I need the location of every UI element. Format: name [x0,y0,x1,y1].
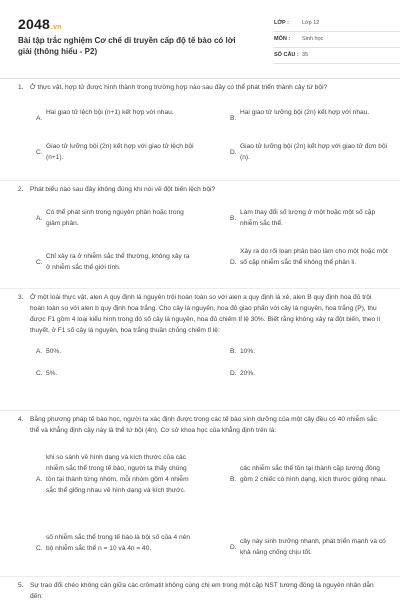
option-text: 10%. [240,348,256,355]
option-label: D. [230,259,237,266]
site-logo[interactable] [18,16,62,32]
option-label: C. [36,149,43,156]
meta-key: LỚP : [274,20,289,26]
option-label: A. [36,476,43,483]
option-text: Giao tử lưỡng bội (2n) kết hợp với giao tử đơn bội (n). [240,143,388,161]
meta-row-class [274,16,400,32]
page-title: Bài tập trắc nghiệm Cơ chế di truyền cấp độ tế bào có lời giải (thông hiểu - P2) [18,36,236,56]
question-number: 5. [18,582,24,589]
option-text: Làm thay đổi số lượng ở một hoặc một số cặp nhiễm sắc thể. [240,209,376,227]
question-number: 1. [18,84,24,91]
option-text: Giao tử lưỡng bội (2n) kết hợp với giao tử lệch bội (n+1). [46,143,194,161]
question-number: 2. [18,186,24,193]
option-label: B. [230,115,237,122]
question-stem: Phát biểu nào sau đây không đúng khi nói về đột biến lệch bội? [30,186,216,193]
option-label: B. [230,476,237,483]
option-label: D. [230,370,237,377]
logo-suffix: .vn [50,24,62,31]
option-text: số nhiễm sắc thể trong tế bào là bội số của 4 nên bộ nhiễm sắc thể n = 10 và 4n = 40. [46,534,191,552]
logo-main: 2048 [18,16,50,32]
question-number: 3. [18,294,24,301]
question-stem: Bằng phương pháp tế bào học, người ta xác định được trong các tế bào sinh dưỡng của một cây đều có 40 nhiễm sắc thể và khẳng định cây này là thể tứ bội (4n). Cơ sở khoa học của khẳng định trên là: [30,416,377,434]
option-label: C. [36,370,43,377]
question-2 [18,184,388,285]
meta-info [274,16,400,64]
question-3 [18,292,384,382]
option-text: 5%. [46,370,58,377]
question-divider [0,410,400,411]
meta-value: Sinh học [302,36,324,42]
question-number: 4. [18,416,24,423]
option-label: C. [36,259,43,266]
meta-key: SỐ CÂU : [274,52,299,58]
options [36,442,387,572]
question-divider [0,576,400,577]
option-text: 50%. [46,348,62,355]
option-label: D. [230,544,237,551]
question-stem: Sự trao đổi chéo không cân giữa các crômatit không cùng chị em trong một cặp NST tương đồng là nguyên nhân dẫn đến: [30,582,374,600]
question-divider [0,180,400,181]
meta-row-subject [274,32,400,48]
option-text: Chỉ xảy ra ở nhiễm sắc thể thường, không xảy ra ở nhiễm sắc thể giới tính. [46,253,190,271]
option-text: cây này sinh trưởng nhanh, phát triển mạnh và có khả năng chống chịu tốt. [240,538,386,556]
option-label: D. [230,149,237,156]
option-text: các nhiễm sắc thể tồn tại thành cặp tương đồng gồm 2 chiếc có hình dạng, kích thước giống nhau. [240,465,387,483]
option-text: Có thể phát sinh trong nguyên phân hoặc trong giảm phân. [46,209,184,227]
option-text: 20%. [240,370,256,377]
meta-key: MÔN : [274,36,291,42]
options [36,342,384,382]
question-stem: Ở một loài thực vật, alen A quy định lá nguyên trội hoàn toàn so với alen a quy định lá xẻ, alen B quy định hoa đỏ trội hoàn toàn so với alen b quy định hoa trắng. Cho cây lá nguyên, hoa đỏ giao phấn với cây lá nguyên, hoa trắng (P), thu được F1 gồm 4 loại kiểu hình trong đó số cây lá nguyên, hoa đỏ chiếm tỉ lệ 30%. Biết rằng không xảy ra đột biến, theo lí thuyết, ở F1 số cây lá nguyên, hoa trắng thuần chủng chiếm tỉ lệ: [30,294,381,334]
question-1 [18,82,388,161]
option-label: A. [36,215,43,222]
question-stem: Ở thực vật, hợp tử được hình thành trong trường hợp nào sau đây có thể phát triển thành cây tứ bội? [30,84,328,91]
option-text: Hai giao tử lệch bội (n+1) kết hợp với nhau. [46,109,174,116]
option-text: Xảy ra do rối loạn phân bào làm cho một hoặc một số cặp nhiễm sắc thể không thể phân li. [240,248,388,266]
option-text: Hai giao tử lưỡng bội (2n) kết hợp với nhau. [240,109,370,116]
meta-row-count [274,48,400,64]
options [36,201,388,285]
option-label: B. [230,348,237,355]
question-5 [18,580,384,600]
option-label: C. [36,545,43,552]
option-text: khi so sánh về hình dạng và kích thước của các nhiễm sắc thể trong tế bào, người ta thấy chúng tồn tại thành từng nhóm, mỗi nhóm gồm 4 nhiễm sắc thể giống nhau về hình dạng và kích thước. [46,454,189,494]
meta-value: Lớp 12 [302,20,320,26]
meta-value: 35 [302,52,309,58]
question-divider [0,288,400,289]
question-4 [18,414,387,572]
header [18,16,382,64]
options [36,99,388,161]
header-divider [0,78,400,79]
option-label: A. [36,348,43,355]
option-label: A. [36,115,43,122]
option-label: B. [230,215,237,222]
